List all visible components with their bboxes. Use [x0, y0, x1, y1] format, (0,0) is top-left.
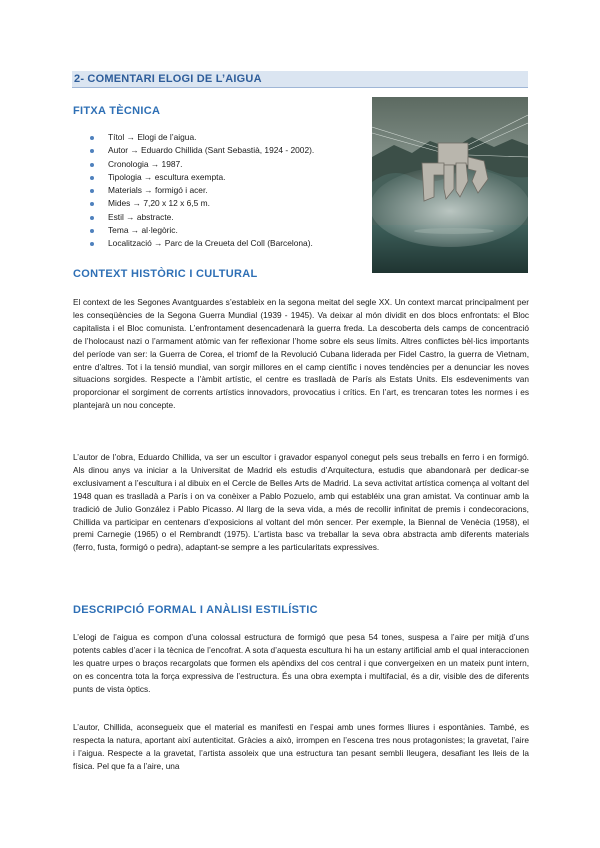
list-item: Localització → Parc de la Creueta del Coll (Barcelona).	[88, 237, 314, 250]
descripcio-paragraph-2: L’autor, Chillida, aconsegueix que el material es manifesti en l’espai amb unes formes lliures i espontànies. També, es respecta la natura, aportant així autenticitat. Gràcies a això, irrompen en l’escena tres nous protagonistes; la gravetat, l’aire i l’aigua. Respecte a la gravetat, l’artista assoleix que una estructura tan pesant sembli lleugera, desafiant les lleis de la física. Pel que fa a l’aire, una	[73, 722, 529, 771]
fitxa-list	[88, 131, 314, 251]
list-item: Tipologia → escultura exempta.	[88, 171, 314, 184]
list-item: Títol → Elogi de l’aigua.	[88, 131, 314, 144]
context-paragraph-1: El context de les Segones Avantguardes s’estableix en la segona meitat del segle XX. Un context marcat principalment per les conseqüències de la Segona Guerra Mundial (1939 - 1945). Va deixar al món dividit en dos blocs enfrontats: el Bloc capitalista i el Bloc comunista. L’enfrontament desencadenarà la guerra freda. La descoberta dels camps de concentració de l’holocaust nazi o l’armament atòmic van fer reflexionar l’home sobre els seus límits. Altres conflictes bèl·lics importants del període van ser: la Guerra de Corea, el triomf de la Revolució Cubana liderada per Fidel Castro, la guerra de Vietnam, entre d’altres. Tot i la tensió mundial, van sorgir millores en el camp científic i noves tendències per a denunciar les noves situacions sorgides. Respecte a l’àmbit artístic, el centre es traslladà de París als Estats Units. Els esdeveniments van proporcionar el sorgiment de corrents artístics innovadors, provocatius i crítics. En l’art, es trencaran totes les normes i es plantejarà un nou concepte.	[73, 297, 529, 411]
list-item: Autor → Eduardo Chillida (Sant Sebastià, 1924 - 2002).	[88, 144, 314, 157]
list-item: Mides → 7,20 x 12 x 6,5 m.	[88, 197, 314, 210]
sculpture-photo	[372, 97, 528, 273]
descripcio-heading: DESCRIPCIÓ FORMAL I ANÀLISI ESTILÍSTIC	[73, 604, 318, 616]
list-item: Estil → abstracte.	[88, 211, 314, 224]
fitxa-heading: FITXA TÈCNICA	[73, 105, 161, 117]
list-item: Tema → al·legòric.	[88, 224, 314, 237]
list-item: Materials → formigó i acer.	[88, 184, 314, 197]
context-paragraph-2: L’autor de l’obra, Eduardo Chillida, va ser un escultor i gravador espanyol conegut pels seus treballs en ferro i en formigó. Als dinou anys va iniciar a la Universitat de Madrid els estudis d’Arquitectura, estudis que abandonarà per dedicar-se exclusivament a l’escultura i al dibuix en el Cercle de Belles Arts de Madrid. La seva activitat artística comença al voltant del 1948 quan es traslladà a París i on va conèixer a Pablo Pozuelo, amb qui establéix una gran amistat. Va continuar amb la tradició de Julio González i Pablo Picasso. Al llarg de la seva vida, a més de recollir infinitat de premis i condecoracions, Chillida va participar en centenars d’exposicions al voltant del món sencer. Per exemple, la Biennal de Venècia (1958), el premi Carnegie (1965) o el Rembrandt (1975). L’artista basc va treballar la seva obra abstracta amb diferents materials (ferro, fusta, formigó o pedra), adaptant-se sempre a les particularitats expressives.	[73, 452, 529, 553]
context-heading: CONTEXT HISTÒRIC I CULTURAL	[73, 268, 258, 280]
section-title: 2- COMENTARI ELOGI DE L’AIGUA	[72, 71, 528, 88]
list-item: Cronologia → 1987.	[88, 158, 314, 171]
descripcio-paragraph-1: L’elogi de l’aigua es compon d’una colossal estructura de formigó que pesa 54 tones, suspesa a l’aire per mitjà d’uns potents cables d’acer i la tècnica de l’encofrat. A sota d’aquesta escultura hi ha un estany artificial amb el qual interaccionen les quatre urpes o braços recargolats que formen els apèndixs del cos central i que convergeixen en un mateix punt intern, on es concentra tota la força expressiva de l’estructura. És una obra exempta i multifacial, és a dir, visible des de diferents punts de vista òptics.	[73, 632, 529, 694]
